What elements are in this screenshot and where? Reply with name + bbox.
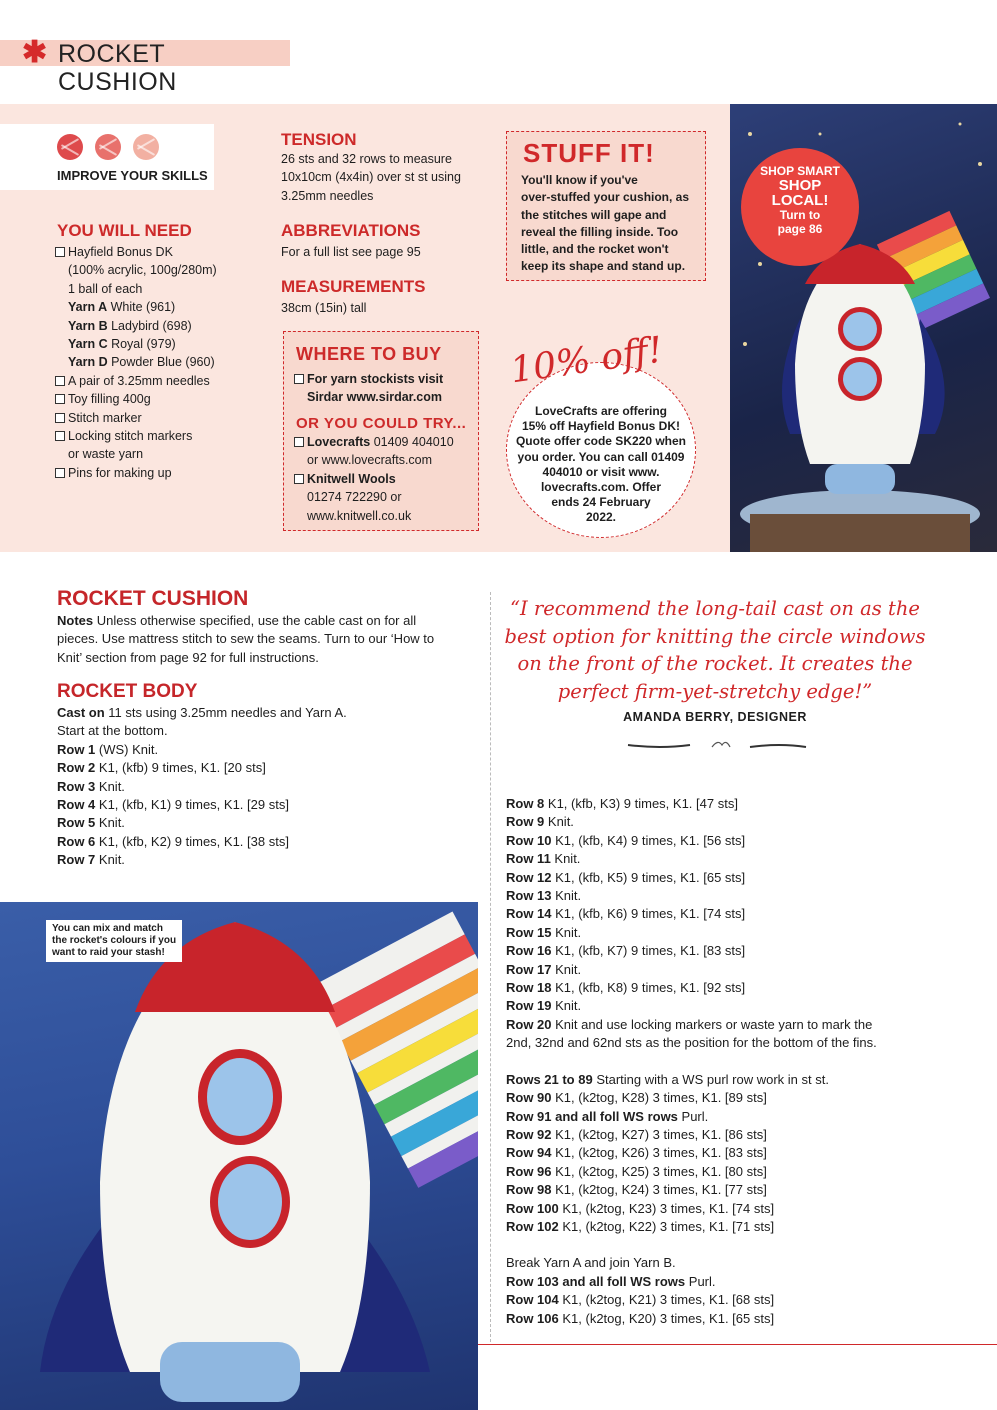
pattern-row (57, 704, 347, 722)
material-item (55, 390, 217, 408)
bold-label: Row 102 (506, 1218, 559, 1234)
where-to-buy-box (283, 331, 479, 531)
line-text: K1, (kfb, K8) 9 times, K1. [92 sts] (551, 980, 746, 996)
pattern-row (506, 887, 877, 905)
photo-caption-line: You can mix and match (52, 923, 163, 934)
line-text: Start at the bottom. (57, 723, 168, 739)
line-text: Royal (979) (107, 337, 176, 352)
line-text: K1, (k2tog, K23) 3 times, K1. [74 sts] (558, 1200, 775, 1216)
pattern-row (506, 850, 877, 868)
rocket-body-heading: ROCKET BODY (57, 681, 198, 702)
bold-label: Yarn A (68, 300, 108, 315)
bold-label: Row 100 (506, 1200, 559, 1216)
page-title: ROCKET CUSHION (58, 40, 177, 96)
line-text: Stitch marker (68, 410, 142, 425)
line-text: Knit. (551, 888, 582, 904)
checkbox-icon (55, 468, 65, 478)
line-text: K1, (kfb, K7) 9 times, K1. [83 sts] (551, 943, 746, 959)
tension-line: 10x10cm (4x4in) over st st using (281, 170, 461, 185)
notes-text: Knit’ section from page 92 for full instructions. (57, 649, 319, 665)
material-item (55, 353, 217, 371)
stockist-line (294, 507, 454, 525)
yarn-ball-icon (95, 134, 121, 160)
line-text: Purl. (677, 1108, 709, 1124)
pattern-title: ROCKET CUSHION (57, 587, 249, 610)
discount-line: 2022. (585, 510, 617, 525)
pattern-notes (57, 612, 434, 667)
photo-caption (46, 920, 182, 962)
photo-caption-line: want to raid your stash! (52, 947, 165, 958)
bold-label: Row 103 and all foll WS rows (506, 1273, 686, 1289)
material-item (55, 427, 217, 445)
where-to-buy-text (294, 370, 443, 407)
line-text: K1, (k2tog, K20) 3 times, K1. [65 sts] (558, 1310, 775, 1326)
quote-author: AMANDA BERRY, DESIGNER (623, 710, 807, 724)
discount-line: Quote offer code SK220 when (515, 434, 687, 449)
line-text: Knit and use locking markers or waste yarn to mark the (551, 1016, 873, 1032)
stockist-line (294, 388, 443, 406)
pattern-row (57, 722, 347, 740)
bold-label: Row 14 (506, 906, 552, 922)
abbreviations-text: For a full list see page 95 (281, 245, 421, 259)
pattern-row (506, 979, 877, 997)
checkbox-icon (294, 374, 304, 384)
pattern-row (506, 905, 877, 923)
bold-label: Row 90 (506, 1090, 552, 1106)
bold-label: Row 3 (57, 778, 96, 794)
pattern-row (506, 1016, 877, 1034)
materials-list (55, 243, 217, 482)
tension-line: 26 sts and 32 rows to measure (281, 152, 452, 166)
pattern-row (506, 924, 877, 942)
bottom-rule (478, 1344, 997, 1345)
pattern-row (57, 778, 347, 796)
pattern-row (57, 851, 347, 869)
pattern-row (506, 1108, 877, 1126)
line-text: K1, (k2tog, K28) 3 times, K1. [89 sts] (551, 1090, 767, 1106)
material-item (55, 464, 217, 482)
line-text: K1, (kfb, K6) 9 times, K1. [74 sts] (551, 906, 746, 922)
pattern-row (506, 1273, 877, 1291)
shop-badge-line: SHOP (778, 177, 822, 194)
material-item (55, 317, 217, 335)
material-item (55, 335, 217, 353)
rocket-body-rows-continued (506, 795, 877, 1328)
material-item (55, 298, 217, 316)
bold-label: Row 92 (506, 1126, 552, 1142)
shop-badge-line: page 86 (777, 222, 823, 236)
line-text: K1, (k2tog, K26) 3 times, K1. [83 sts] (551, 1145, 767, 1161)
stockist-line (294, 433, 454, 451)
stuff-it-line: You'll know if you've (521, 173, 638, 187)
line-text: Knit. (551, 924, 582, 940)
pattern-row (506, 961, 877, 979)
shop-badge-line: LOCAL! (771, 192, 829, 209)
bold-label: Rows 21 to 89 (506, 1071, 593, 1087)
notes-text: pieces. Use mattress stitch to sew the seams. Turn to our ‘How to (57, 631, 435, 647)
checkbox-icon (55, 413, 65, 423)
line-text: Sirdar www.sirdar.com (307, 390, 443, 405)
line-text: K1, (k2tog, K27) 3 times, K1. [86 sts] (551, 1126, 767, 1142)
bold-label: Row 6 (57, 833, 96, 849)
stockist-line (294, 451, 454, 469)
material-item (55, 280, 217, 298)
line-text: Knit. (551, 961, 582, 977)
line-text: K1, (k2tog, K25) 3 times, K1. [80 sts] (551, 1163, 767, 1179)
discount-line: ends 24 February (551, 495, 651, 510)
bold-label: Row 1 (57, 741, 96, 757)
line-text: Knit. (95, 852, 125, 868)
bold-label: Row 4 (57, 797, 96, 813)
notes-label: Notes (57, 613, 94, 628)
line-text: K1, (kfb, K4) 9 times, K1. [56 sts] (551, 832, 746, 848)
line-text: Knit. (95, 815, 125, 831)
notes-line (57, 649, 434, 667)
pattern-row (506, 1236, 877, 1254)
checkbox-icon (294, 474, 304, 484)
line-text: K1, (k2tog, K22) 3 times, K1. [71 sts] (558, 1218, 775, 1234)
alternatives-heading: OR YOU COULD TRY... (296, 415, 467, 432)
asterisk-icon: ✱ (22, 36, 48, 69)
bold-label: Row 2 (57, 760, 96, 776)
line-text: K1, (kfb, K2) 9 times, K1. [38 sts] (95, 833, 289, 849)
line-text: K1, (kfb, K1) 9 times, K1. [29 sts] (95, 797, 289, 813)
stuff-it-line: reveal the filling inside. Too (521, 224, 679, 239)
line-text: Knit. (544, 814, 574, 830)
line-text: Knit. (551, 998, 582, 1014)
line-text: K1, (kfb, K3) 9 times, K1. [47 sts] (544, 796, 738, 811)
rocket-body-rows (57, 704, 347, 870)
bold-label: Row 10 (506, 832, 552, 848)
material-item (55, 243, 217, 261)
line-text: 1 ball of each (68, 281, 143, 296)
yarn-ball-icon (133, 134, 159, 160)
pattern-row (506, 1089, 877, 1107)
line-text: www.knitwell.co.uk (307, 508, 412, 523)
stockist-line (294, 488, 454, 506)
bold-label: Row 18 (506, 980, 552, 996)
line-text: For yarn stockists visit (307, 372, 444, 386)
stockist-line (294, 370, 443, 388)
stuff-it-heading: STUFF IT! (523, 138, 655, 168)
notes-line (57, 612, 434, 630)
pattern-row (506, 1254, 877, 1272)
line-text: Purl. (685, 1273, 716, 1289)
stuff-it-line: over-stuffed your cushion, as (521, 190, 690, 205)
discount-line: you order. You can call 01409 (517, 449, 685, 464)
pattern-row (506, 1071, 877, 1089)
checkbox-icon (55, 376, 65, 386)
skill-level-label: IMPROVE YOUR SKILLS (57, 168, 208, 183)
tension-text (281, 150, 461, 205)
bold-label: Knitwell Wools (307, 471, 396, 486)
shop-badge-line: Turn to (779, 208, 821, 222)
designer-quote: “I recommend the long-tail cast on as the best option for knitting the circle windows on the front of the rocket. It creates the perfect firm-yet-stretchy edge!” (504, 597, 926, 703)
yarn-ball-icon (57, 134, 83, 160)
bold-label: Row 17 (506, 961, 552, 977)
shop-local-badge (741, 148, 859, 266)
where-to-buy-heading: WHERE TO BUY (296, 344, 442, 364)
bold-label: Row 9 (506, 814, 545, 830)
pattern-row (506, 813, 877, 831)
pattern-row (506, 795, 877, 813)
pattern-row (506, 1034, 877, 1052)
notes-line (57, 630, 434, 648)
line-text: Ladybird (698) (107, 318, 192, 333)
material-item (55, 261, 217, 279)
line-text: 01409 404010 (370, 435, 454, 449)
tension-line: 3.25mm needles (281, 188, 374, 203)
bold-label: Row 94 (506, 1145, 552, 1161)
line-text: White (961) (107, 300, 176, 315)
pattern-row (506, 1310, 877, 1328)
bold-label: Row 7 (57, 852, 96, 868)
bold-label: Row 19 (506, 998, 552, 1014)
bold-label: Row 15 (506, 924, 552, 940)
discount-line: lovecrafts.com. Offer (540, 480, 662, 495)
measurements-heading: MEASUREMENTS (281, 277, 426, 296)
pattern-row (57, 796, 347, 814)
bold-label: Row 11 (506, 851, 551, 867)
line-text: A pair of 3.25mm needles (68, 373, 210, 388)
line-text: Knit. (550, 851, 581, 867)
line-text: K1, (kfb, K5) 9 times, K1. [65 sts] (551, 869, 746, 885)
line-text: Starting with a WS purl row work in st st. (592, 1071, 829, 1087)
stuff-it-line: little, and the rocket won't (521, 242, 669, 257)
material-item (55, 409, 217, 427)
line-text: K1, (k2tog, K24) 3 times, K1. [77 sts] (551, 1182, 767, 1198)
line-text: Powder Blue (960) (107, 355, 215, 370)
abbreviations-heading: ABBREVIATIONS (281, 221, 421, 240)
pattern-row (506, 1291, 877, 1309)
pattern-row (57, 741, 347, 759)
discount-heading: 10% off! (507, 329, 666, 392)
bold-label: Row 5 (57, 815, 96, 831)
pattern-row (506, 1053, 877, 1071)
checkbox-icon (55, 394, 65, 404)
bold-label: Row 104 (506, 1292, 559, 1308)
rocket-photo-bottom (0, 902, 478, 1410)
stuff-it-box (506, 131, 706, 281)
line-text: K1, (kfb) 9 times, K1. [20 sts] (95, 760, 266, 776)
pattern-row (506, 869, 877, 887)
bold-label: Yarn B (68, 318, 108, 333)
column-divider (490, 592, 491, 1342)
you-will-need-heading: YOU WILL NEED (57, 221, 192, 240)
photo-caption-line: the rocket's colours if you (52, 935, 177, 946)
pattern-row (506, 1163, 877, 1181)
line-text: Locking stitch markers (68, 429, 193, 444)
discount-line: 404010 or visit www. (542, 464, 660, 479)
pattern-row (57, 833, 347, 851)
skill-level-box (0, 124, 214, 190)
line-text: Hayfield Bonus DK (68, 245, 173, 259)
bold-label: Row 13 (506, 888, 552, 904)
pattern-row (506, 1218, 877, 1236)
pattern-row (57, 814, 347, 832)
shop-badge-line: SHOP SMART (760, 164, 840, 178)
pattern-row (506, 1181, 877, 1199)
checkbox-icon (55, 247, 65, 257)
pattern-row (506, 997, 877, 1015)
line-text: Toy filling 400g (68, 392, 151, 407)
quote-flourish (620, 735, 810, 757)
discount-text (506, 404, 696, 526)
bold-label: Lovecrafts (307, 435, 371, 449)
line-text: (WS) Knit. (95, 741, 159, 757)
line-text: 01274 722290 or (307, 490, 402, 505)
discount-line: LoveCrafts are offering (534, 404, 668, 418)
line-text: (100% acrylic, 100g/280m) (68, 263, 217, 278)
bold-label: Row 16 (506, 943, 552, 959)
bold-label: Cast on (57, 705, 105, 720)
rocket-photo-illustration (0, 902, 478, 1410)
notes-text: Unless otherwise specified, use the cable cast on for all (93, 613, 417, 628)
bold-label: Row 98 (506, 1182, 552, 1198)
line-text: Knit. (95, 778, 125, 794)
line-text: or www.lovecrafts.com (307, 453, 433, 468)
bold-label: Row 20 (506, 1016, 552, 1032)
stuff-it-line: keep its shape and stand up. (521, 259, 686, 274)
bold-label: Yarn D (68, 355, 108, 370)
measurements-text: 38cm (15in) tall (281, 301, 367, 315)
tension-heading: TENSION (281, 130, 357, 149)
pattern-row (57, 759, 347, 777)
line-text: or waste yarn (68, 447, 144, 462)
line-text: 2nd, 32nd and 62nd sts as the position for the bottom of the fins. (506, 1035, 877, 1051)
material-item (55, 372, 217, 390)
line-text: Break Yarn A and join Yarn B. (506, 1255, 676, 1271)
stockist-line (294, 470, 454, 488)
line-text: 11 sts using 3.25mm needles and Yarn A. (104, 705, 347, 720)
bold-label: Row 91 and all foll WS rows (506, 1108, 678, 1124)
material-item (55, 445, 217, 463)
checkbox-icon (55, 431, 65, 441)
bold-label: Yarn C (68, 337, 108, 352)
pattern-row (506, 1200, 877, 1218)
bold-label: Row 12 (506, 869, 552, 885)
pattern-row (506, 1126, 877, 1144)
stuff-it-line: the stitches will gape and (521, 207, 667, 222)
stuff-it-text (521, 172, 689, 276)
page-header (0, 36, 290, 96)
checkbox-icon (294, 437, 304, 447)
pattern-row (506, 942, 877, 960)
pattern-row (506, 1144, 877, 1162)
bold-label: Row 106 (506, 1310, 559, 1326)
alternatives-list (294, 433, 454, 525)
bold-label: Row 96 (506, 1163, 552, 1179)
line-text: K1, (k2tog, K21) 3 times, K1. [68 sts] (558, 1292, 775, 1308)
pattern-row (506, 832, 877, 850)
discount-line: 15% off Hayfield Bonus DK! (521, 419, 680, 434)
bold-label: Row 8 (506, 796, 545, 811)
line-text: Pins for making up (68, 465, 172, 480)
